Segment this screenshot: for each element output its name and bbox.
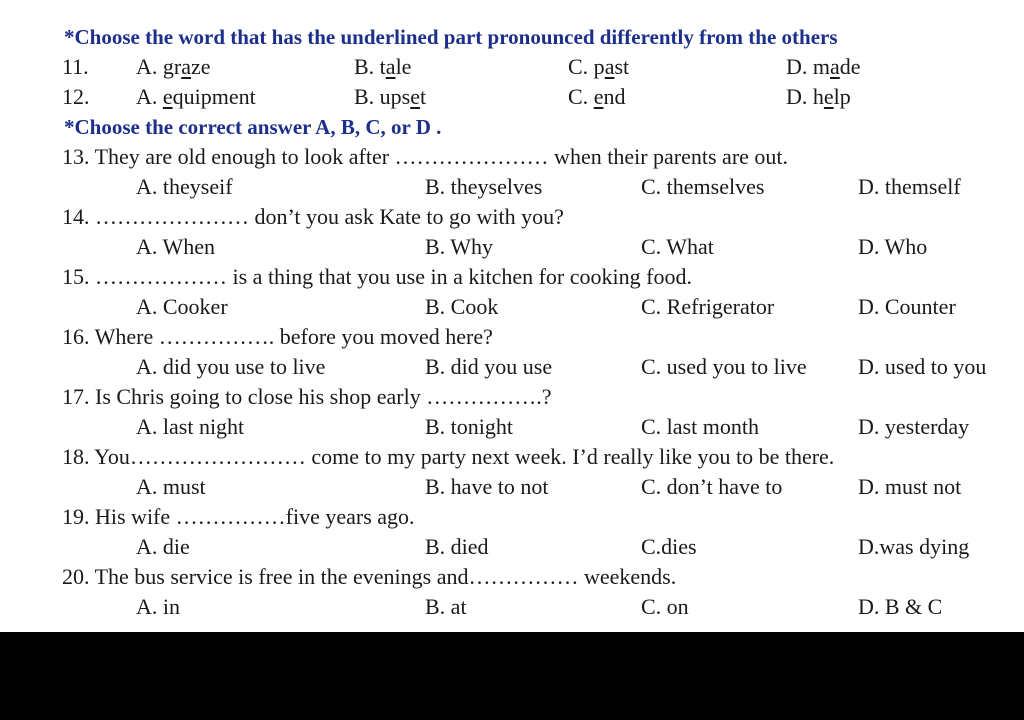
option-a: A. last night bbox=[136, 414, 245, 439]
option-a: A. equipment bbox=[136, 84, 256, 109]
option-c: C. What bbox=[641, 234, 714, 259]
option-b: B. theyselves bbox=[425, 174, 543, 199]
option-d: D. must not bbox=[858, 474, 962, 499]
option-a: A. graze bbox=[136, 54, 211, 79]
option-b: B. tale bbox=[354, 54, 412, 79]
option-c: C.dies bbox=[641, 534, 697, 559]
option-d: D. help bbox=[786, 84, 851, 109]
option-a: A. must bbox=[136, 474, 206, 499]
option-a: A. die bbox=[136, 534, 190, 559]
option-d: D.was dying bbox=[858, 534, 970, 559]
option-d: D. Who bbox=[858, 234, 928, 259]
option-d: D. B & C bbox=[858, 594, 943, 619]
black-letterbox-bar bbox=[0, 632, 1024, 720]
option-c: C. end bbox=[568, 84, 626, 109]
option-c: C. don’t have to bbox=[641, 474, 783, 499]
question-text: 14. ………………… don’t you ask Kate to go with you? bbox=[62, 204, 564, 229]
question-text: 15. ……………… is a thing that you use in a kitchen for cooking food. bbox=[62, 264, 692, 289]
option-b: B. did you use bbox=[425, 354, 553, 379]
option-b: B. upset bbox=[354, 84, 427, 109]
question-text: 18. You…………………… come to my party next week. I’d really like you to be there. bbox=[62, 444, 835, 469]
option-c: C. last month bbox=[641, 414, 759, 439]
option-b: B. Why bbox=[425, 234, 494, 259]
option-d: D. Counter bbox=[858, 294, 956, 319]
option-c: C. used you to live bbox=[641, 354, 807, 379]
option-a: A. theyseif bbox=[136, 174, 233, 199]
option-b: B. died bbox=[425, 534, 489, 559]
section2-heading: *Choose the correct answer A, B, C, or D . bbox=[64, 115, 442, 139]
option-d: D. made bbox=[786, 54, 861, 79]
option-a: A. Cooker bbox=[136, 294, 228, 319]
section1-heading: *Choose the word that has the underlined part pronounced differently from the others bbox=[64, 25, 838, 49]
question-text: 19. His wife ……………five years ago. bbox=[62, 504, 415, 529]
option-b: B. have to not bbox=[425, 474, 549, 499]
option-c: C. themselves bbox=[641, 174, 765, 199]
option-a: A. in bbox=[136, 594, 180, 619]
option-b: B. at bbox=[425, 594, 467, 619]
option-c: C. on bbox=[641, 594, 689, 619]
question-number: 11. bbox=[62, 54, 89, 79]
option-d: D. used to you bbox=[858, 354, 987, 379]
option-c: C. Refrigerator bbox=[641, 294, 775, 319]
option-a: A. did you use to live bbox=[136, 354, 326, 379]
option-a: A. When bbox=[136, 234, 216, 259]
question-number: 12. bbox=[62, 84, 90, 109]
question-text: 17. Is Chris going to close his shop early …………….? bbox=[62, 384, 552, 409]
option-d: D. themself bbox=[858, 174, 961, 199]
question-text: 20. The bus service is free in the evenings and…………… weekends. bbox=[62, 564, 677, 589]
option-b: B. Cook bbox=[425, 294, 499, 319]
question-text: 16. Where ……………. before you moved here? bbox=[62, 324, 493, 349]
option-b: B. tonight bbox=[425, 414, 514, 439]
option-d: D. yesterday bbox=[858, 414, 970, 439]
option-c: C. past bbox=[568, 54, 630, 79]
question-text: 13. They are old enough to look after ………………… when their parents are out. bbox=[62, 144, 789, 169]
